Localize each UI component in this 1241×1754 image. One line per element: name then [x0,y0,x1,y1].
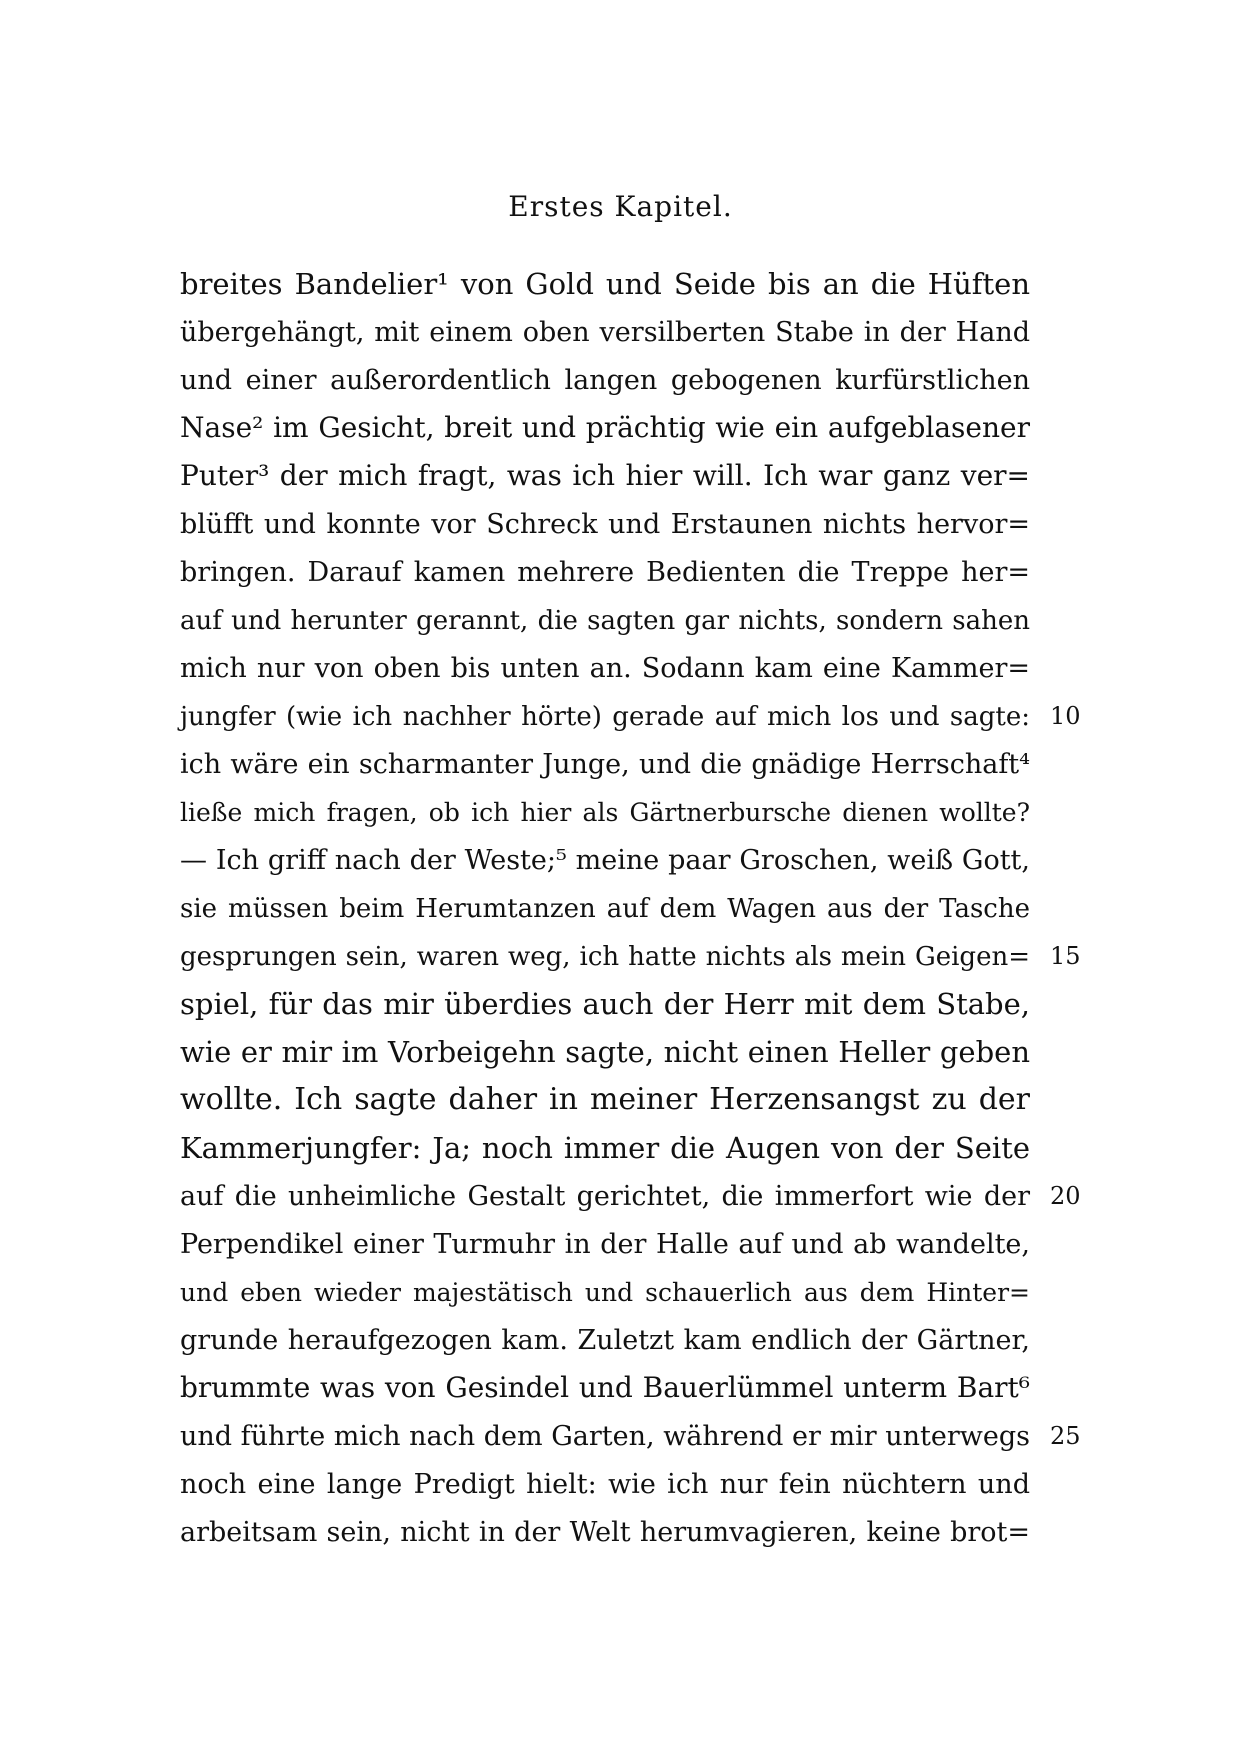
text-line [180,1268,1200,1316]
text-line [180,932,1200,980]
text-line [180,1172,1200,1220]
line-text: sie müssen beim Herumtanzen auf dem Wagen aus der Tasche [180,894,1030,924]
line-text: noch eine lange Predigt hielt: wie ich nur fein nüchtern und [180,1469,1030,1500]
line-text: blüfft und konnte vor Schreck und Erstaunen nichts hervor= [180,509,1030,540]
text-line [180,260,1200,308]
line-text: arbeitsam sein, nicht in der Welt herumvagieren, keine brot= [180,1517,1030,1548]
text-line [180,1076,1200,1124]
line-text: wie er mir im Vorbeigehn sagte, nicht einen Heller geben [180,1035,1030,1069]
line-text: und einer außerordentlich langen gebogenen kurfürstlichen [180,365,1030,396]
text-line [180,1220,1200,1268]
line-text: bringen. Darauf kamen mehrere Bedienten die Treppe her= [180,557,1030,588]
line-text: Perpendikel einer Turmuhr in der Halle auf und ab wandelte, [180,1229,1030,1260]
text-line [180,644,1200,692]
text-line [180,836,1200,884]
text-line [180,740,1200,788]
text-line [180,1124,1200,1172]
line-text: mich nur von oben bis unten an. Sodann kam eine Kammer= [180,653,1030,684]
text-line [180,1412,1200,1460]
text-line [180,548,1200,596]
line-text: grunde heraufgezogen kam. Zuletzt kam endlich der Gärtner, [180,1325,1030,1356]
text-line [180,884,1200,932]
line-text: übergehängt, mit einem oben versilberten Stabe in der Hand [180,317,1030,348]
text-line [180,692,1200,740]
line-number: 10 [1050,702,1081,730]
line-text: auf die unheimliche Gestalt gerichtet, die immerfort wie der [180,1181,1030,1212]
line-text: jungfer (wie ich nachher hörte) gerade auf mich los und sagte: [180,702,1030,732]
text-line [180,500,1200,548]
line-text: brummte was von Gesindel und Bauerlümmel unterm Bart⁶ [180,1371,1030,1404]
line-text: spiel, für das mir überdies auch der Herr mit dem Stabe, [180,987,1030,1021]
text-line [180,788,1200,836]
line-text: Kammerjungfer: Ja; noch immer die Augen von der Seite [180,1131,1030,1165]
text-line [180,596,1200,644]
line-text: Nase² im Gesicht, breit und prächtig wie ein aufgeblasener [180,411,1030,444]
line-text: breites Bandelier¹ von Gold und Seide bis an die Hüften [180,267,1030,301]
line-text: gesprungen sein, waren weg, ich hatte nichts als mein Geigen= [180,942,1030,972]
line-number: 15 [1050,942,1081,970]
text-line [180,452,1200,500]
line-text: Puter³ der mich fragt, was ich hier will. Ich war ganz ver= [180,459,1030,492]
line-text: ließe mich fragen, ob ich hier als Gärtnerbursche dienen wollte? [180,798,1030,827]
line-text: und eben wieder majestätisch und schauerlich aus dem Hinter= [180,1278,1030,1307]
line-text: — Ich griff nach der Weste;⁵ meine paar Groschen, weiß Gott, [180,845,1030,876]
line-number: 20 [1050,1182,1081,1210]
text-line [180,1316,1200,1364]
text-block [180,260,1200,1556]
text-line [180,1364,1200,1412]
running-head: Erstes Kapitel. [508,190,733,223]
text-line [180,1460,1200,1508]
line-text: ich wäre ein scharmanter Junge, und die gnädige Herrschaft⁴ [180,749,1030,780]
text-line [180,980,1200,1028]
text-line [180,1028,1200,1076]
line-text: und führte mich nach dem Garten, während er mir unterwegs [180,1421,1030,1452]
line-number: 25 [1050,1422,1081,1450]
text-line [180,1508,1200,1556]
text-line [180,356,1200,404]
text-line [180,308,1200,356]
line-text: wollte. Ich sagte daher in meiner Herzensangst zu der [180,1082,1030,1117]
text-line [180,404,1200,452]
line-text: auf und herunter gerannt, die sagten gar nichts, sondern sahen [180,606,1030,636]
